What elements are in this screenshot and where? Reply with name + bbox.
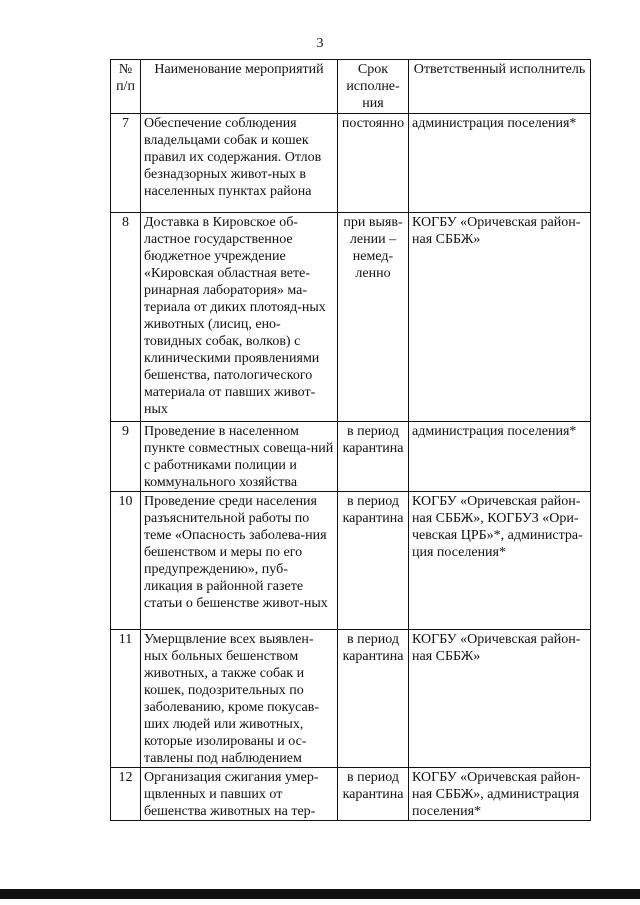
row-responsible: администрация поселения* [409,114,591,213]
row-activity: Проведение в населенном пункте совместных совеща-ний с работниками полиции и коммунального хозяйства [141,422,338,492]
page-number: 3 [316,36,324,51]
row-num: 10 [111,492,141,630]
row-num: 12 [111,768,141,821]
row-num: 11 [111,630,141,768]
row-term: в период карантина [338,422,409,492]
table-row [111,213,591,422]
table-row [111,422,591,492]
table-row [111,114,591,213]
row-activity: Организация сжигания умер-щвленных и павших от бешенства животных на тер- [141,768,338,821]
header-responsible: Ответственный исполнитель [409,60,591,114]
table-row [111,768,591,821]
row-responsible: КОГБУ «Оричевская район-ная СББЖ» [409,213,591,422]
row-num: 7 [111,114,141,213]
row-term: в период карантина [338,630,409,768]
header-num: № п/п [111,60,141,114]
scan-edge-bar [0,889,640,899]
row-responsible: КОГБУ «Оричевская район-ная СББЖ», КОГБУЗ «Ори-чевская ЦРБ»*, администра-ция поселения* [409,492,591,630]
row-term: в период карантина [338,768,409,821]
activities-table [110,59,591,821]
row-responsible: КОГБУ «Оричевская район-ная СББЖ» [409,630,591,768]
table-header-row [111,60,591,114]
row-num: 9 [111,422,141,492]
row-activity: Обеспечение соблюдения владельцами собак и кошек правил их содержания. Отлов безнадзорных живот-ных в населенных пунктах района [141,114,338,213]
row-num: 8 [111,213,141,422]
row-term: при выяв-лении – немед-ленно [338,213,409,422]
header-name: Наименование мероприятий [141,60,338,114]
row-responsible: администрация поселения* [409,422,591,492]
row-activity: Доставка в Кировское об-ластное государственное бюджетное учреждение «Кировская областная вете-ринарная лаборатория» ма-териала от диких плотояд-ных животных (лисиц, ено-товидных собак, волков) с клиническими проявлениями бешенства, патологического материала от павших живот-ных [141,213,338,422]
table-row [111,630,591,768]
table-row [111,492,591,630]
row-activity: Проведение среди населения разъяснительной работы по теме «Опасность заболева-ния бешенством и меры по его предупреждению», пуб-ликация в районной газете статьи о бешенстве живот-ных [141,492,338,630]
row-responsible: КОГБУ «Оричевская район-ная СББЖ», администрация поселения* [409,768,591,821]
header-term: Срок исполне-ния [338,60,409,114]
row-term: постоянно [338,114,409,213]
row-activity: Умерщвление всех выявлен-ных больных бешенством животных, а также собак и кошек, подозрительных по заболеванию, кроме покусав-ших людей или животных, которые изолированы и ос-тавлены под наблюдением [141,630,338,768]
row-term: в период карантина [338,492,409,630]
